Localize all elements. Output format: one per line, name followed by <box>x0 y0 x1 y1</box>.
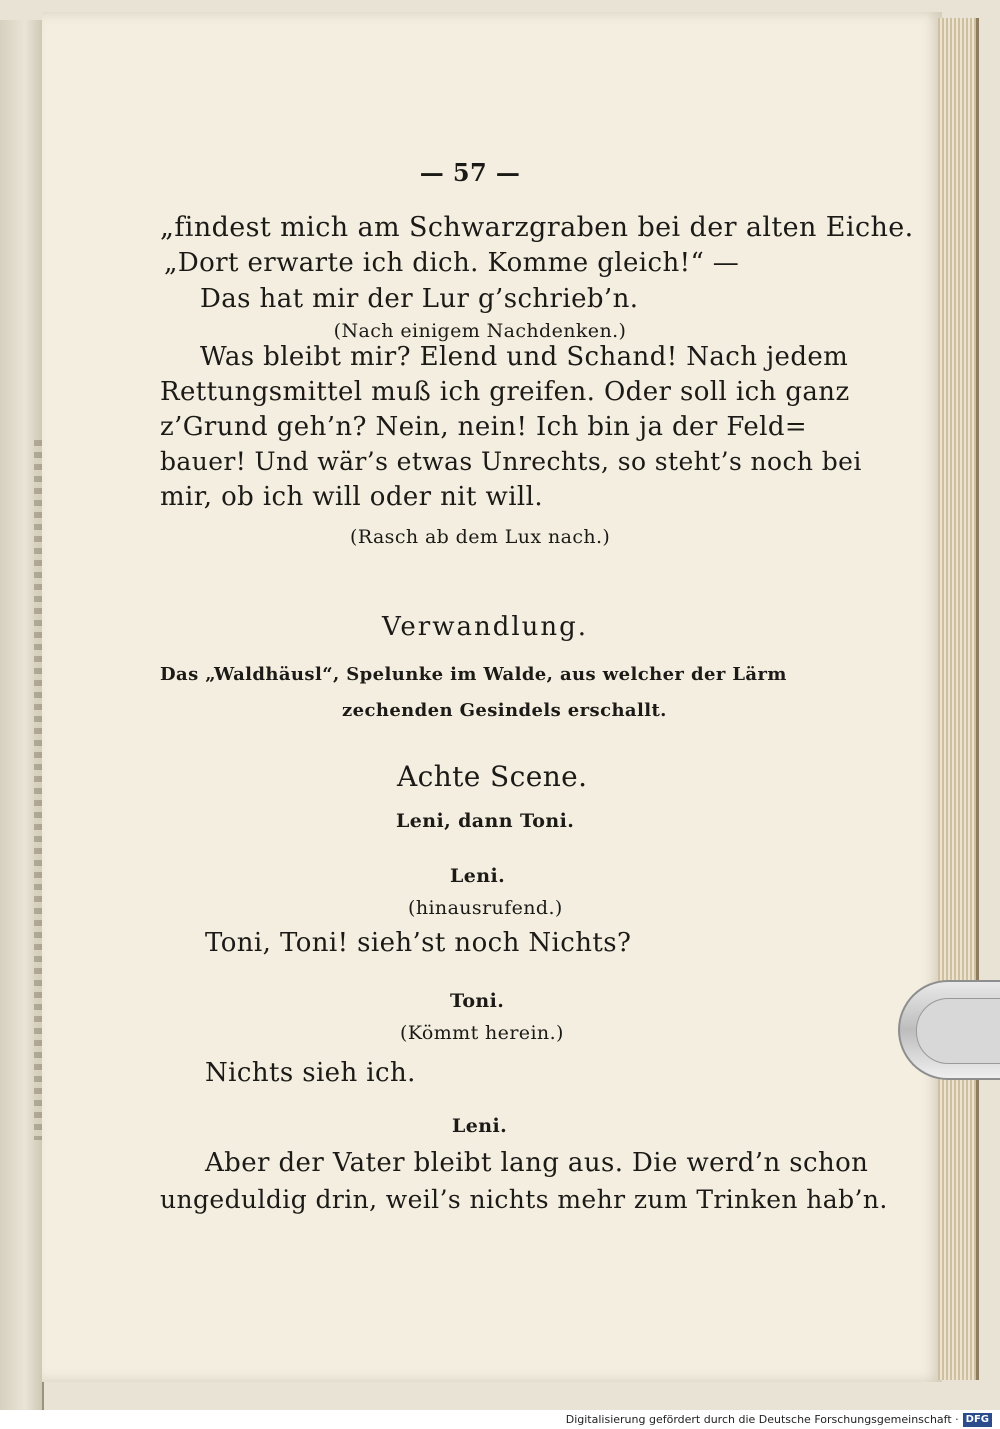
text-line-2: „Dort erwarte ich dich. Komme gleich!“ — <box>164 248 740 278</box>
text-line-7: z’Grund geh’n? Nein, nein! Ich bin ja der Feld= <box>160 412 808 442</box>
stage-direction-4: (Kömmt herein.) <box>400 1022 564 1044</box>
text-line-18: Toni, Toni! sieh’st noch Nichts? <box>205 928 632 958</box>
scene-description-1: Das „Waldhäusl“, Spelunke im Walde, aus welcher der Lärm <box>160 664 787 685</box>
stage-direction-3: (hinausrufend.) <box>408 897 563 919</box>
dfg-logo: DFG <box>963 1413 992 1427</box>
text-line-21: Nichts sieh ich. <box>205 1058 416 1088</box>
speaker-leni-1: Leni. <box>450 865 506 887</box>
stage-direction-1: (Nach einigem Nachdenken.) <box>333 320 627 342</box>
scene-title: Achte Scene. <box>397 760 588 793</box>
text-line-3: Das hat mir der Lur g’schrieb’n. <box>200 284 639 314</box>
page-clip <box>898 980 1000 1080</box>
text-line-1: „findest mich am Schwarzgraben bei der alten Eiche. <box>160 212 914 243</box>
page-number: — 57 — <box>419 158 521 187</box>
text-line-23: Aber der Vater bleibt lang aus. Die werd’n schon <box>205 1148 869 1178</box>
speaker-toni: Toni. <box>450 990 505 1012</box>
text-line-6: Rettungsmittel muß ich greifen. Oder soll ich ganz <box>160 377 850 407</box>
text-line-9: mir, ob ich will oder nit will. <box>160 482 544 512</box>
text-line-24: ungeduldig drin, weil’s nichts mehr zum Trinken hab’n. <box>160 1185 888 1214</box>
credit-text: Digitalisierung gefördert durch die Deutsche Forschungsgemeinschaft · <box>565 1413 959 1426</box>
speaker-leni-2: Leni. <box>452 1115 508 1137</box>
scene-change-heading: Verwandlung. <box>382 612 589 642</box>
scene-characters: Leni, dann Toni. <box>396 810 575 832</box>
digitization-credit <box>566 1410 992 1429</box>
text-line-8: bauer! Und wär’s etwas Unrechts, so steht’s noch bei <box>160 447 862 476</box>
text-line-5: Was bleibt mir? Elend und Schand! Nach jedem <box>200 342 849 372</box>
stage-direction-2: (Rasch ab dem Lux nach.) <box>350 526 611 548</box>
page-edges <box>938 18 979 1380</box>
scene-description-2: zechenden Gesindels erschallt. <box>342 700 667 721</box>
